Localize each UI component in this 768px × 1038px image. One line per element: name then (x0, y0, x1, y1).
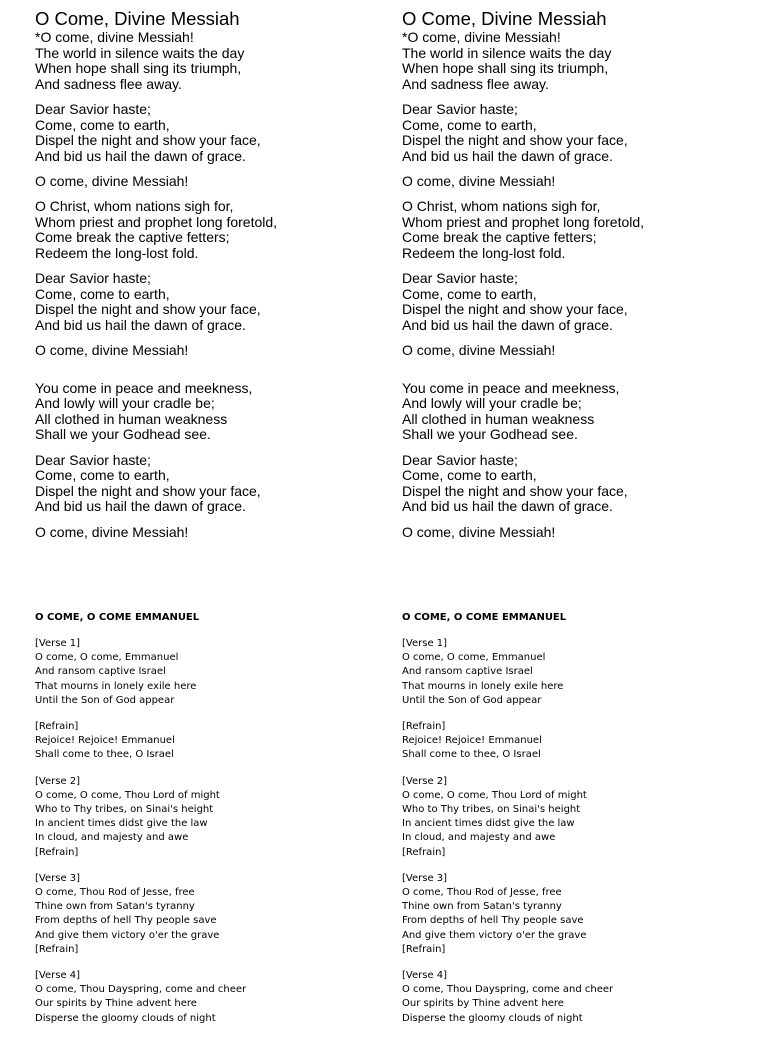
hymn1-stanza (35, 199, 385, 261)
hymn1-stanza (35, 343, 385, 359)
lyric-line: And bid us hail the dawn of grace. (35, 316, 246, 333)
lyric-line: O come, Thou Dayspring, come and cheer (35, 984, 247, 996)
lyric-line: Come break the captive fetters; (402, 229, 597, 246)
lyric-line: Come, come to earth, (402, 285, 537, 302)
lyric-line: All clothed in human weakness (35, 410, 228, 427)
lyric-line: Redeem the long-lost fold. (35, 244, 199, 261)
hymn2-stanza (402, 872, 752, 957)
lyric-line: [Verse 2] (35, 775, 81, 787)
lyric-line: Come, come to earth, (35, 467, 170, 484)
lyric-line: Rejoice! Rejoice! Emmanuel (402, 735, 542, 747)
lyric-line: O come, O come, Emmanuel (402, 652, 546, 664)
lyric-line: Come, come to earth, (402, 467, 537, 484)
lyric-line: O come, divine Messiah! (35, 342, 189, 359)
hymn2-stanza (35, 775, 385, 860)
right-column (402, 8, 752, 1024)
lyric-line: And ransom captive Israel (402, 666, 533, 678)
lyric-line: From depths of hell Thy people save (402, 915, 584, 927)
hymn2-title: O COME, O COME EMMANUEL (402, 612, 567, 623)
hymn1-stanza (35, 30, 385, 92)
lyric-line: And lowly will your cradle be; (35, 395, 215, 412)
lyric-line: And bid us hail the dawn of grace. (402, 147, 613, 164)
hymn1-stanza (402, 525, 752, 541)
left-column (35, 8, 385, 1024)
lyric-line: Dispel the night and show your face, (402, 132, 628, 149)
hymn1-title: O Come, Divine Messiah (402, 8, 607, 29)
lyric-line: Dispel the night and show your face, (35, 482, 261, 499)
lyric-line: You come in peace and meekness, (402, 379, 620, 396)
lyric-line: O come, divine Messiah! (402, 172, 556, 189)
lyric-line: And sadness flee away. (35, 75, 182, 92)
lyric-line: Disperse the gloomy clouds of night (35, 1012, 216, 1024)
lyric-line: In cloud, and majesty and awe (35, 832, 189, 844)
lyric-line: [Refrain] (402, 943, 446, 955)
lyric-line: O come, Thou Dayspring, come and cheer (402, 984, 614, 996)
lyric-line: [Verse 1] (402, 638, 448, 649)
hymn2-stanza (402, 969, 752, 1026)
lyric-line: Dear Savior haste; (35, 100, 151, 117)
lyric-line: And give them victory o'er the grave (402, 929, 587, 941)
lyric-line: All clothed in human weakness (402, 410, 595, 427)
hymn1-stanza (402, 174, 752, 190)
hymn1-stanza (402, 199, 752, 261)
lyric-line: Who to Thy tribes, on Sinai's height (402, 804, 581, 816)
hymn1-stanza (35, 453, 385, 515)
lyric-line: [Verse 1] (35, 638, 81, 649)
hymn1-stanza (402, 271, 752, 333)
lyric-line: And bid us hail the dawn of grace. (35, 147, 246, 164)
lyric-line: Whom priest and prophet long foretold, (402, 213, 645, 230)
lyric-line: Dispel the night and show your face, (35, 132, 261, 149)
hymn2-stanza (402, 720, 752, 763)
lyric-line: And ransom captive Israel (35, 666, 166, 678)
lyric-line: Rejoice! Rejoice! Emmanuel (35, 735, 175, 747)
lyric-line: You come in peace and meekness, (35, 379, 253, 396)
hymn1-stanza (35, 174, 385, 190)
lyric-line: O Christ, whom nations sigh for, (402, 198, 601, 215)
hymn1-stanza (402, 343, 752, 359)
lyric-line: [Verse 3] (35, 872, 81, 884)
lyric-line: When hope shall sing its triumph, (402, 60, 609, 77)
hymn2-stanza (35, 637, 385, 708)
lyric-line: O come, divine Messiah! (402, 523, 556, 540)
hymn1-stanza (35, 525, 385, 541)
lyric-line: Shall come to thee, O Israel (35, 749, 174, 761)
lyric-line: Until the Son of God appear (35, 694, 175, 706)
lyric-line: And lowly will your cradle be; (402, 395, 582, 412)
lyric-line: Shall come to thee, O Israel (402, 749, 541, 761)
lyric-line: Who to Thy tribes, on Sinai's height (35, 804, 214, 816)
lyric-line: [Verse 3] (402, 872, 448, 884)
lyric-line: O come, divine Messiah! (35, 172, 189, 189)
lyric-line: And bid us hail the dawn of grace. (402, 316, 613, 333)
lyric-line: O come, divine Messiah! (402, 342, 556, 359)
lyric-line: O come, O come, Thou Lord of might (402, 789, 587, 801)
lyric-line: Thine own from Satan's tyranny (35, 901, 195, 913)
hymn1-stanza (35, 271, 385, 333)
hymn2-stanza (35, 969, 385, 1026)
lyric-line: And sadness flee away. (402, 75, 549, 92)
lyric-line: And bid us hail the dawn of grace. (402, 498, 613, 515)
lyric-line: Shall we your Godhead see. (35, 426, 211, 443)
hymn1-stanza (402, 381, 752, 443)
lyric-line: O come, divine Messiah! (35, 523, 189, 540)
lyric-line: Shall we your Godhead see. (402, 426, 578, 443)
lyric-line: O come, O come, Thou Lord of might (35, 789, 220, 801)
lyric-line: [Refrain] (402, 846, 446, 858)
lyric-line: Dispel the night and show your face, (402, 301, 628, 318)
lyric-line: [Refrain] (35, 721, 79, 733)
lyric-line: In ancient times didst give the law (402, 818, 575, 830)
lyric-line: And give them victory o'er the grave (35, 929, 220, 941)
lyric-line: [Verse 4] (402, 970, 448, 982)
lyric-line: [Refrain] (402, 721, 446, 733)
lyric-line: And bid us hail the dawn of grace. (35, 498, 246, 515)
lyric-line: [Verse 2] (402, 775, 448, 787)
lyric-line: The world in silence waits the day (35, 44, 245, 61)
lyric-line: Dear Savior haste; (402, 100, 518, 117)
hymn2-stanza (402, 775, 752, 860)
hymn2-title: O COME, O COME EMMANUEL (35, 612, 200, 623)
lyric-line: O come, Thou Rod of Jesse, free (402, 887, 562, 899)
lyric-line: Our spirits by Thine advent here (402, 998, 564, 1010)
lyric-line: The world in silence waits the day (402, 44, 612, 61)
lyric-line: Come, come to earth, (402, 116, 537, 133)
hymn2-stanza (35, 872, 385, 957)
lyric-line: That mourns in lonely exile here (402, 680, 564, 692)
hymn1-stanza (35, 102, 385, 164)
lyric-line: Until the Son of God appear (402, 694, 542, 706)
lyric-line: Come break the captive fetters; (35, 229, 230, 246)
lyric-line: Our spirits by Thine advent here (35, 998, 197, 1010)
lyric-line: When hope shall sing its triumph, (35, 60, 242, 77)
hymn1-stanza (402, 453, 752, 515)
lyric-line: Dear Savior haste; (35, 451, 151, 468)
lyric-line: Whom priest and prophet long foretold, (35, 213, 278, 230)
lyric-line: [Refrain] (35, 846, 79, 858)
hymn1-stanza (402, 102, 752, 164)
lyric-line: Dispel the night and show your face, (402, 482, 628, 499)
lyric-line: O come, Thou Rod of Jesse, free (35, 887, 195, 899)
lyric-line: [Refrain] (35, 943, 79, 955)
hymn2-section (35, 611, 385, 1038)
lyric-line: From depths of hell Thy people save (35, 915, 217, 927)
hymn2-stanza (402, 637, 752, 708)
lyric-line: Dear Savior haste; (402, 270, 518, 287)
lyric-line: Dispel the night and show your face, (35, 301, 261, 318)
lyric-line: That mourns in lonely exile here (35, 680, 197, 692)
lyric-line: *O come, divine Messiah! (402, 29, 561, 45)
lyric-line: O Christ, whom nations sigh for, (35, 198, 234, 215)
lyric-line: [Verse 4] (35, 970, 81, 982)
lyric-line: Come, come to earth, (35, 116, 170, 133)
lyric-line: Come, come to earth, (35, 285, 170, 302)
lyric-line: Redeem the long-lost fold. (402, 244, 566, 261)
lyric-line: O come, O come, Emmanuel (35, 652, 179, 664)
hymn1-stanza (402, 30, 752, 92)
lyric-line: Disperse the gloomy clouds of night (402, 1012, 583, 1024)
hymn1-stanza (35, 381, 385, 443)
lyric-line: In cloud, and majesty and awe (402, 832, 556, 844)
lyric-line: In ancient times didst give the law (35, 818, 208, 830)
hymn2-section (402, 611, 752, 1038)
lyric-line: Dear Savior haste; (402, 451, 518, 468)
lyric-line: *O come, divine Messiah! (35, 29, 194, 45)
lyric-line: Thine own from Satan's tyranny (402, 901, 562, 913)
hymn2-stanza (35, 720, 385, 763)
lyric-line: Dear Savior haste; (35, 270, 151, 287)
hymn1-title: O Come, Divine Messiah (35, 8, 240, 29)
